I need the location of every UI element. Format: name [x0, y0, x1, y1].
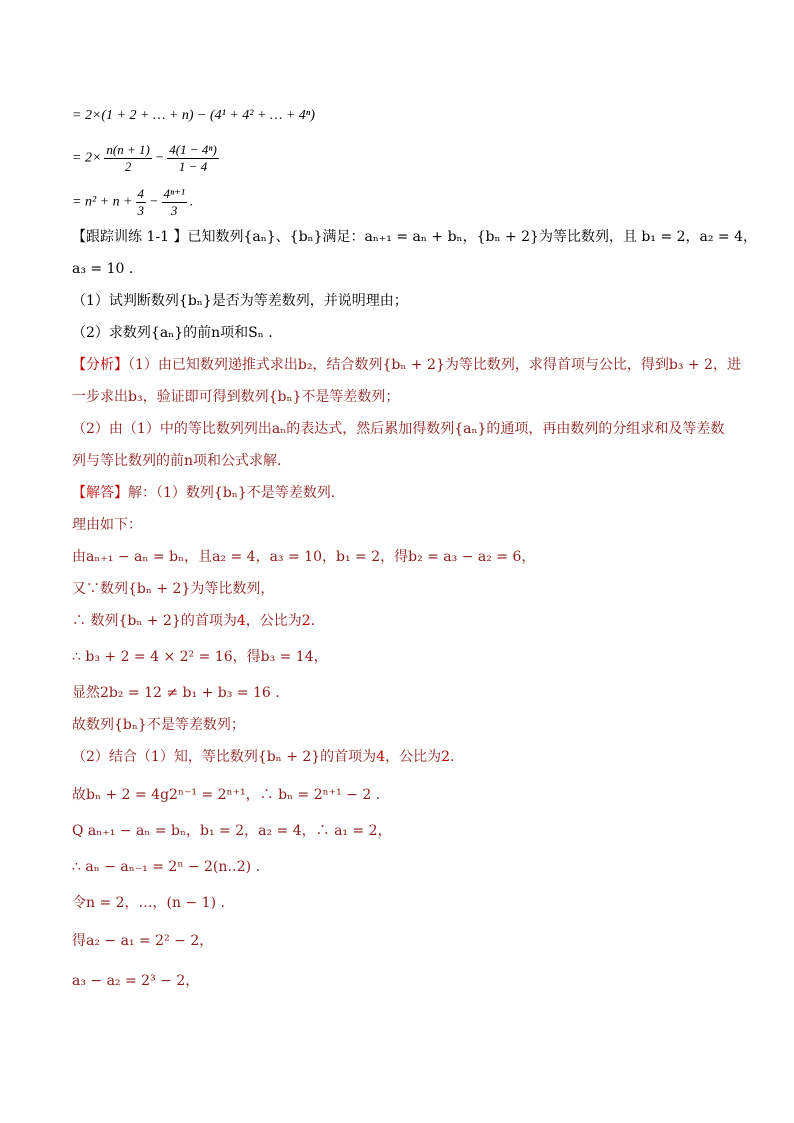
problem-statement-line-1	[72, 228, 757, 248]
analysis-text: （1）由已知数列递推式求出b₂，结合数列{bₙ + 2}为等比数列，求得首项与公比，得到b₃ + 2，进	[128, 357, 741, 373]
solution-line-14: 得a₂ − a₁ = 2² − 2，	[72, 933, 214, 949]
solution-line-8: 故数列{bₙ}不是等差数列；	[72, 717, 245, 733]
formula-line-2-prefix: = 2×	[72, 150, 102, 166]
problem-statement-line-2: a₃ = 10 .	[72, 261, 134, 277]
fraction-denominator: 1 − 4	[178, 159, 208, 174]
question-2: （2）求数列{aₙ}的前n项和Sₙ .	[72, 325, 273, 341]
analysis-label: 【分析】	[72, 357, 128, 373]
solution-line-13: 令n = 2，…，(n − 1) .	[72, 895, 225, 911]
solution-line-10: 故bₙ + 2 = 4g2ⁿ⁻¹ = 2ⁿ⁺¹，∴ bₙ = 2ⁿ⁺¹ − 2 .	[72, 787, 381, 803]
solution-text: ，公比为	[245, 613, 302, 629]
solution-label: 【解答】	[72, 485, 128, 501]
solution-line-4: 又∵数列{bₙ + 2}为等比数列，	[72, 581, 275, 597]
highlight-value: 4	[376, 749, 386, 765]
solution-line-7: 显然2b₂ = 12 ≠ b₁ + b₃ = 16 .	[72, 685, 280, 701]
formula-line-2	[72, 142, 222, 175]
fraction-4-power-over-3	[162, 186, 187, 219]
fraction-geometric-sum	[167, 142, 219, 175]
minus-sign: −	[154, 150, 165, 166]
fraction-numerator: n(n + 1)	[106, 142, 150, 157]
fraction-numerator: 4(1 − 4ⁿ)	[169, 142, 217, 157]
problem-heading: 【跟踪训练 1-1 】	[72, 229, 188, 245]
solution-line-11: Q aₙ₊₁ − aₙ = bₙ，b₁ = 2，a₂ = 4，∴ a₁ = 2，	[72, 823, 392, 839]
minus-sign: −	[149, 194, 159, 210]
formula-line-3-prefix: = n² + n +	[72, 194, 133, 210]
analysis-paragraph-1	[72, 356, 741, 376]
highlight-value: 4	[236, 613, 246, 629]
solution-line-2: 理由如下：	[72, 517, 142, 533]
fraction-denominator: 3	[170, 203, 178, 218]
formula-line-3	[72, 186, 193, 219]
solution-line-3: 由aₙ₊₁ − aₙ = bₙ，且a₂ = 4，a₃ = 10，b₁ = 2，得b₂ = a₃ − a₂ = 6，	[72, 549, 536, 565]
solution-line-9	[72, 748, 454, 768]
problem-text: 已知数列{aₙ}、{bₙ}满足：aₙ₊₁ = aₙ + bₙ，{bₙ + 2}为等比数列，且 b₁ = 2，a₂ = 4，	[187, 229, 758, 245]
formula-line-1: = 2×(1 + 2 + … + n) − (4¹ + 4² + … + 4ⁿ)	[72, 108, 315, 123]
solution-text: （2）结合（1）知，等比数列{bₙ + 2}的首项为	[72, 749, 377, 765]
highlight-value: 2	[301, 613, 311, 629]
solution-line-5	[72, 612, 315, 632]
fraction-numerator: 4	[137, 186, 145, 201]
fraction-denominator: 3	[137, 203, 145, 218]
solution-line-6: ∴ b₃ + 2 = 4 × 2² = 16，得b₃ = 14，	[72, 649, 328, 665]
solution-text: ，公比为	[385, 749, 442, 765]
analysis-paragraph-2-cont: 列与等比数列的前n项和公式求解.	[72, 453, 282, 469]
fraction-denominator: 2	[124, 159, 132, 174]
period: .	[189, 194, 194, 210]
solution-text: ∴ 数列{bₙ + 2}的首项为	[72, 613, 237, 629]
solution-line-12: ∴ aₙ − aₙ₋₁ = 2ⁿ − 2(n‥2) .	[72, 859, 261, 875]
fraction-n-n-plus-1-over-2	[104, 142, 151, 175]
fraction-4-over-3	[136, 186, 147, 219]
highlight-value: 2	[441, 749, 451, 765]
analysis-paragraph-1-cont: 一步求出b₃，验证即可得到数列{bₙ}不是等差数列；	[72, 389, 400, 405]
solution-line-1	[72, 484, 335, 504]
solution-line-15: a₃ − a₂ = 2³ − 2，	[72, 973, 200, 989]
fraction-numerator: 4ⁿ⁺¹	[163, 186, 185, 201]
question-1: （1）试判断数列{bₙ}是否为等差数列，并说明理由；	[72, 293, 408, 309]
solution-text: 解：（1）数列{bₙ}不是等差数列.	[128, 485, 336, 501]
solution-text: .	[450, 749, 455, 765]
analysis-paragraph-2: （2）由（1）中的等比数列列出aₙ的表达式，然后累加得数列{aₙ}的通项，再由数列的分组求和及等差数	[72, 421, 725, 437]
solution-text: .	[310, 613, 316, 629]
